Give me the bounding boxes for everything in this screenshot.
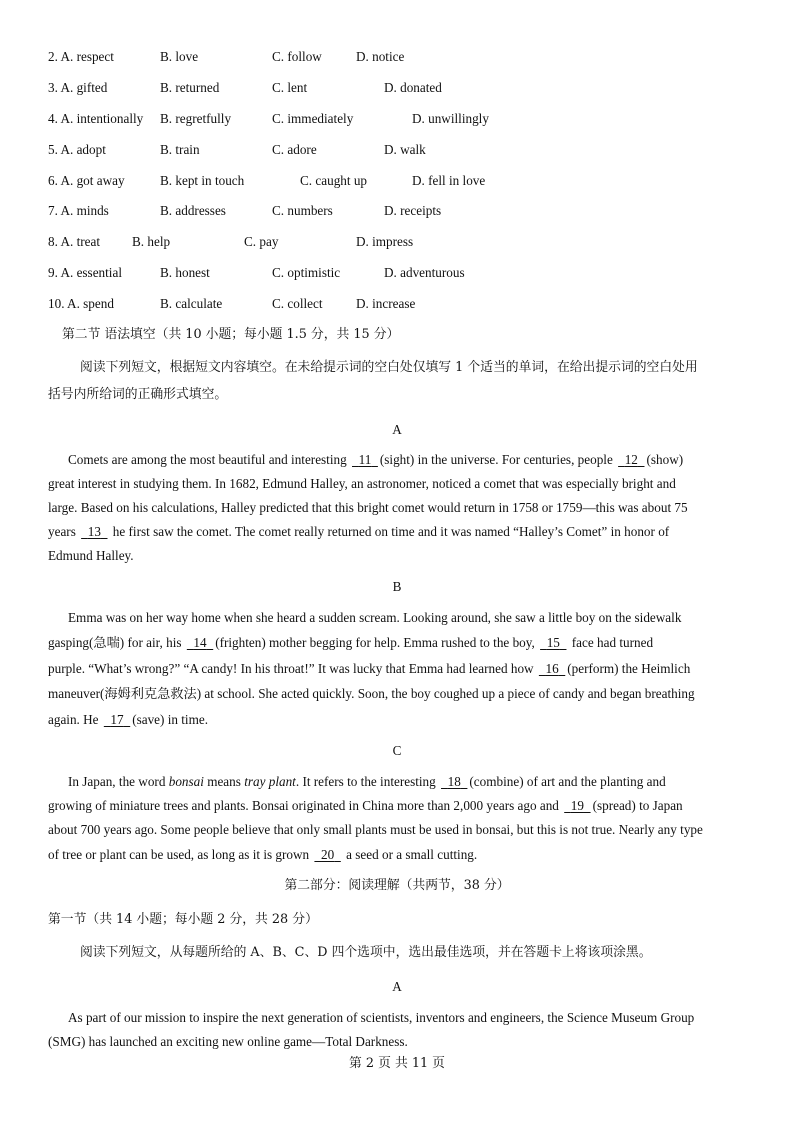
- option-d: D. notice: [356, 49, 405, 64]
- option-c: C. collect: [272, 296, 323, 311]
- option-c: C. lent: [272, 80, 308, 95]
- passage-c-line-1: In Japan, the word bonsai means tray plant. It refers to the interesting 18 (combine) of art and the planting and: [68, 774, 666, 789]
- option-b: B. help: [132, 234, 171, 249]
- passage-b-line-3: purple. “What’s wrong?” “A candy! In his throat!” It was lucky that Emma had learned how 16 (perform) the Heimlich: [48, 661, 691, 676]
- option-d: D. donated: [384, 80, 442, 95]
- option-d: D. unwillingly: [412, 111, 489, 126]
- option-a: 7. A. minds: [48, 203, 109, 218]
- passage-label-b: B: [392, 579, 402, 594]
- blank-12: 12: [624, 452, 638, 467]
- blank-20: 20: [321, 847, 335, 862]
- option-d: D. adventurous: [384, 265, 465, 280]
- passage-label-c: C: [392, 743, 402, 758]
- option-a: 9. A. essential: [48, 265, 122, 280]
- option-a: 4. A. intentionally: [48, 111, 144, 126]
- option-a: 6. A. got away: [48, 173, 125, 188]
- option-c: C. follow: [272, 49, 322, 64]
- passage-b-line-4: maneuver(海姆利克急救法) at school. She acted quickly. Soon, the boy coughed up a piece of candy and began breathing: [48, 686, 695, 701]
- section-1-heading: 第一节（共 14 小题；每小题 2 分，共 28 分）: [48, 912, 318, 927]
- section-instruction-line-1: 阅读下列短文，根据短文内容填空。在未给提示词的空白处仅填写 1 个适当的单词，在给出提示词的空白处用: [80, 360, 698, 375]
- passage-b-line-1: Emma was on her way home when she heard a sudden scream. Looking around, she saw a little boy on the sidewalk: [68, 610, 682, 625]
- reading-passage-label-a: A: [392, 979, 402, 994]
- passage-c-line-2: growing of miniature trees and plants. Bonsai originated in China more than 2,000 years ago and 19 (spread) to Japan: [48, 798, 683, 813]
- blank-15: 15: [546, 635, 560, 650]
- option-b: B. returned: [160, 80, 220, 95]
- passage-a-line-3: large. Based on his calculations, Halley predicted that this bright comet would return in 1758 or 1759—this was about 75: [48, 500, 688, 515]
- passage-a-line-1: Comets are among the most beautiful and interesting 11 (sight) in the universe. For centuries, people 12 (show): [68, 452, 684, 467]
- blank-14: 14: [193, 635, 207, 650]
- blank-19: 19: [570, 798, 584, 813]
- option-d: D. impress: [356, 234, 414, 249]
- option-c: C. optimistic: [272, 265, 341, 280]
- reading-instruction: 阅读下列短文，从每题所给的 A、B、C、D 四个选项中，选出最佳选项，并在答题卡上将该项涂黑。: [80, 945, 652, 960]
- reading-passage-a-line-1: As part of our mission to inspire the next generation of scientists, inventors and engineers, the Science Museum Group: [68, 1010, 695, 1025]
- option-d: D. increase: [356, 296, 416, 311]
- blank-11: 11: [358, 452, 372, 467]
- passage-label-a: A: [392, 422, 402, 437]
- passage-b-line-2: gasping(急喘) for air, his 14 (frighten) mother begging for help. Emma rushed to the boy, 15 face had turned: [48, 635, 654, 650]
- passage-a-line-5: Edmund Halley.: [48, 548, 134, 563]
- option-c: C. adore: [272, 142, 317, 157]
- option-a: 8. A. treat: [48, 234, 101, 249]
- passage-a-line-2: great interest in studying them. In 1682, Edmund Halley, an astronomer, noticed a comet that was especially bright and: [48, 476, 676, 491]
- blank-13: 13: [87, 524, 101, 539]
- option-b: B. calculate: [160, 296, 223, 311]
- passage-c-line-3: about 700 years ago. Some people believe that only small plants must be used in bonsai, but this is not true. Nearly any type: [48, 822, 703, 837]
- option-a: 2. A. respect: [48, 49, 114, 64]
- blank-18: 18: [447, 774, 461, 789]
- option-b: B. regretfully: [160, 111, 232, 126]
- option-c: C. caught up: [300, 173, 368, 188]
- option-a: 5. A. adopt: [48, 142, 106, 157]
- passage-b-line-5: again. He 17 (save) in time.: [48, 712, 209, 727]
- option-d: D. fell in love: [412, 173, 486, 188]
- option-b: B. kept in touch: [160, 173, 245, 188]
- option-c: C. pay: [244, 234, 279, 249]
- option-d: D. receipts: [384, 203, 442, 218]
- option-b: B. train: [160, 142, 200, 157]
- option-d: D. walk: [384, 142, 426, 157]
- passage-c-line-4: of tree or plant can be used, as long as it is grown 20 a seed or a small cutting.: [48, 847, 478, 862]
- part-heading: 第二部分：阅读理解（共两节，38 分）: [284, 878, 510, 893]
- option-a: 10. A. spend: [48, 296, 114, 311]
- reading-passage-a-line-2: (SMG) has launched an exciting new online game—Total Darkness.: [48, 1034, 408, 1049]
- section-heading: 第二节 语法填空（共 10 小题；每小题 1.5 分，共 15 分）: [62, 327, 400, 342]
- option-c: C. numbers: [272, 203, 333, 218]
- option-a: 3. A. gifted: [48, 80, 108, 95]
- passage-a-line-4: years 13 he first saw the comet. The comet really returned on time and it was named “Halley’s Comet” in honor of: [48, 524, 670, 539]
- section-instruction-line-2: 括号内所给词的正确形式填空。: [48, 387, 228, 402]
- option-b: B. addresses: [160, 203, 226, 218]
- blank-17: 17: [110, 712, 124, 727]
- option-c: C. immediately: [272, 111, 354, 126]
- option-b: B. honest: [160, 265, 210, 280]
- page-footer: 第 2 页 共 11 页: [349, 1056, 445, 1071]
- blank-16: 16: [545, 661, 559, 676]
- option-b: B. love: [160, 49, 199, 64]
